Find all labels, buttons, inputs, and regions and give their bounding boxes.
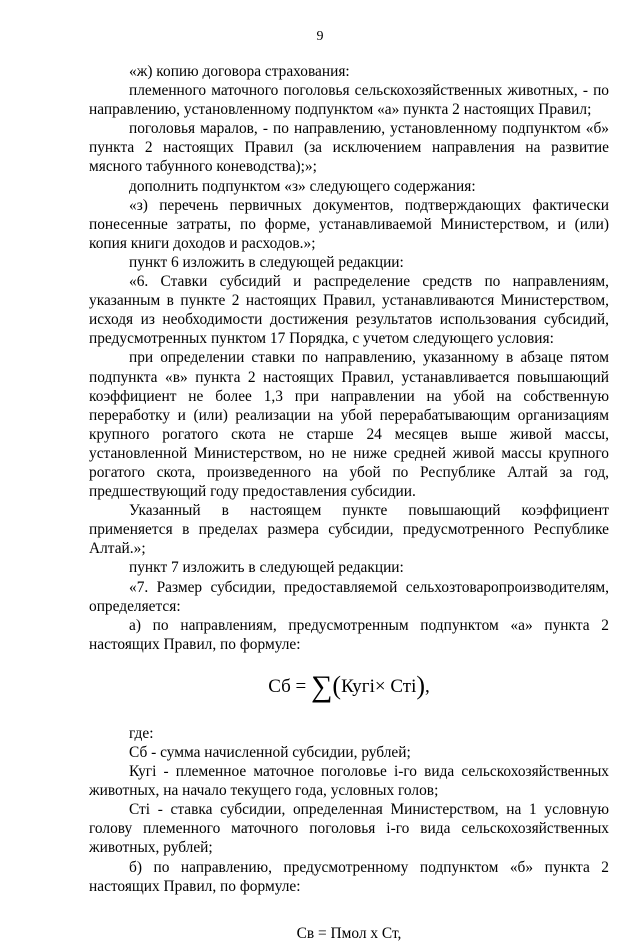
paragraph: а) по направлениям, предусмотренным подпунктом «а» пункта 2 настоящих Правил, по формуле: <box>89 616 609 653</box>
formula-lhs: Сб = <box>268 675 311 697</box>
paragraph: «з) перечень первичных документов, подтверждающих фактически понесенные затраты, по форме, устанавливаемой Министерством, и (или) копия книги доходов и расходов.»; <box>89 196 609 252</box>
formula-trail: , <box>425 675 430 697</box>
paragraph: пункт 7 изложить в следующей редакции: <box>129 559 404 577</box>
close-paren: ) <box>416 670 426 700</box>
paragraph: «7. Размер субсидии, предоставляемой сельхозтоваропроизводителям, определяется: <box>89 578 609 615</box>
paragraph: где: <box>129 724 154 742</box>
paragraph: дополнить подпунктом «з» следующего содержания: <box>129 177 476 195</box>
paragraph: Указанный в настоящем пункте повышающий коэффициент применяется в пределах размера субсидии, предусмотренного Республике Алтай.»; <box>89 502 609 558</box>
paragraph: «ж) копию договора страхования: <box>129 63 350 80</box>
paragraph: б) по направлению, предусмотренному подпунктом «б» пункта 2 настоящих Правил, по формуле: <box>89 858 609 895</box>
paragraph: поголовья маралов, - по направлению, установленному подпунктом «б» пункта 2 настоящих Правил (за исключением направления на развитие мясного табунного коневодства);»; <box>89 120 609 176</box>
paragraph: Сті - ставка субсидии, определенная Министерством, на 1 условную голову племенного маточного поголовья і-го вида сельскохозяйственных животных, рублей; <box>89 801 609 857</box>
paragraph: Кугі - племенное маточное поголовье і-го вида сельскохозяйственных животных, на начало текущего года, условных голов; <box>89 763 609 800</box>
paragraph: при определении ставки по направлению, указанному в абзаце пятом подпункта «в» пункта 2 настоящих Правил, устанавливается повышающий коэффициент не более 1,3 при направлении на убой на собственную переработку и (или) реализации на убой перерабатывающим организациям крупного рогатого скота не старше 24 месяцев выше живой массы, установленной Министерством, но не ниже средней живой массы крупного рогатого скота, произведенного на убой по Республике Алтай за год, предшествующий году предоставления субсидии. <box>89 349 609 501</box>
paragraph: племенного маточного поголовья сельскохозяйственных животных, - по направлению, установленному подпунктом «а» пункта 2 настоящих Правил; <box>89 82 609 119</box>
sum-symbol: ∑ <box>311 669 333 703</box>
page-number: 9 <box>316 29 324 44</box>
paragraph: Сб - сумма начисленной субсидии, рублей; <box>129 744 411 761</box>
paragraph: «6. Ставки субсидий и распределение средств по направлениям, указанным в пункте 2 настоящих Правил, устанавливаются Министерством, исходя из необходимости достижения результатов использования субсидий, предусмотренных пунктом 17 Порядка, с учетом следующего условия: <box>89 273 609 348</box>
open-paren: ( <box>332 670 342 700</box>
paragraph: пункт 6 изложить в следующей редакции: <box>129 253 404 271</box>
formula-subsidy-sb <box>89 671 609 702</box>
formula-subsidy-sv: Св = Пмол х Ст, <box>296 924 402 942</box>
formula-body: Кугі× Сті <box>341 675 417 697</box>
document-body <box>89 62 609 943</box>
